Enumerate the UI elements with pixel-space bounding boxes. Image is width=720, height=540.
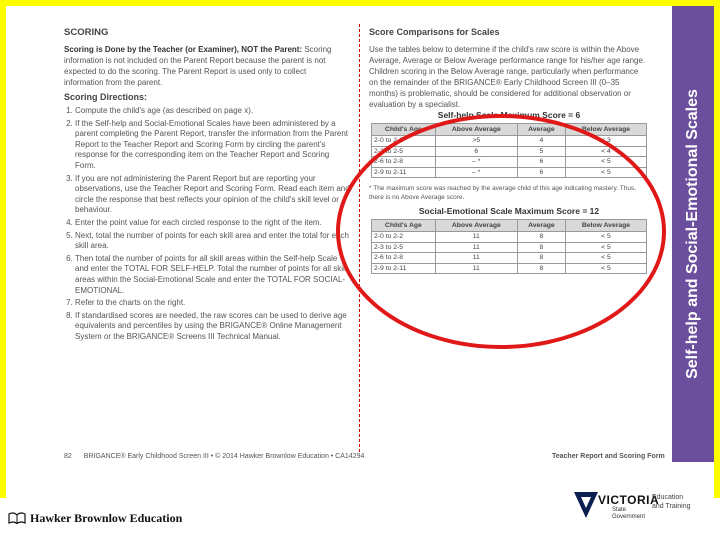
column-header: Below Average — [565, 220, 646, 232]
scoring-intro-bold: Scoring is Done by the Teacher (or Examiner), NOT the Parent: — [64, 45, 303, 54]
above-average-cell: >5 — [435, 136, 517, 147]
age-cell: 2-9 to 2-11 — [372, 263, 436, 274]
victoria-sub-line: State — [612, 507, 627, 513]
page-footer-left — [64, 453, 364, 460]
average-cell: 8 — [517, 263, 565, 274]
below-average-cell: < 5 — [565, 242, 646, 253]
below-average-cell: < 5 — [565, 167, 646, 178]
above-average-cell: 6 — [435, 146, 517, 157]
score-comparisons-heading: Score Comparisons for Scales — [369, 27, 500, 37]
footer-citation: BRIGANCE® Early Childhood Screen III • © 2014 Hawker Brownlow Education • CA14294 — [83, 453, 365, 460]
column-header: Child's Age — [372, 220, 436, 232]
age-cell: 2-6 to 2-8 — [372, 157, 436, 168]
age-cell: 2-6 to 2-8 — [372, 253, 436, 264]
side-tab-label: Self-help and Social-Emotional Scales — [684, 89, 701, 379]
above-average-cell: 11 — [435, 253, 517, 264]
average-cell: 8 — [517, 253, 565, 264]
department-line: Education — [652, 494, 684, 501]
direction-item: 4. Enter the point value for each circled response to the right of the item. — [75, 218, 351, 229]
average-cell: 5 — [517, 146, 565, 157]
above-average-cell: 11 — [435, 263, 517, 274]
publisher-logo-text: Hawker Brownlow Education — [30, 511, 183, 525]
self-help-table-title: Self-help Scale Maximum Score = 6 — [437, 110, 581, 120]
age-cell: 2-0 to 2-2 — [372, 232, 436, 243]
victoria-subtitle — [612, 507, 645, 521]
average-cell: 8 — [517, 232, 565, 243]
directions-list — [64, 106, 351, 344]
age-cell: 2-3 to 2-5 — [372, 146, 436, 157]
red-circle-annotation — [336, 114, 666, 349]
above-average-cell: 11 — [435, 232, 517, 243]
below-average-cell: < 5 — [565, 157, 646, 168]
column-header: Average — [517, 124, 565, 136]
above-average-cell: 11 — [435, 242, 517, 253]
below-average-cell: < 5 — [565, 232, 646, 243]
page-footer-right: Teacher Report and Scoring Form — [552, 453, 665, 460]
direction-item: 5. Next, total the number of points for each skill area and enter the total for each skill area. — [75, 231, 351, 252]
direction-item: 1. Compute the child's age (as described on page x). — [75, 106, 351, 117]
below-average-cell: < 5 — [565, 253, 646, 264]
scoring-intro-text: Scoring information is not included on the Parent Report because the parent is not expected to do the scoring. The Parent Report is used only to collect information from the parent. — [64, 45, 332, 87]
column-header: Average — [517, 220, 565, 232]
open-book-icon — [8, 512, 26, 524]
below-average-cell: < 4 — [565, 146, 646, 157]
direction-item: 3. If you are not administering the Parent Report but are reporting your observations, use the Teacher Report and Scoring Form. Read each item and circle the response that best reflects your opinion of the child's skill level or behaviour. — [75, 174, 351, 216]
average-cell: 8 — [517, 242, 565, 253]
direction-item: 6. Then total the number of points for all skill areas within the Self-help Scale and enter the TOTAL FOR SELF-HELP. Total the number of points for all skill areas within the Social-Emotional Scale and enter the TOTAL FOR SOCIAL-EMOTIONAL. — [75, 254, 351, 296]
average-cell: 6 — [517, 157, 565, 168]
column-header: Child's Age — [372, 124, 436, 136]
average-cell: 4 — [517, 136, 565, 147]
document-page — [6, 6, 714, 498]
victoria-logo-icon — [573, 491, 599, 519]
direction-item: 2. If the Self-help and Social-Emotional Scales have been administered by a parent completing the Parent Report, transfer the information from the Parent Report to the Teacher Report and Scoring Form by circling the parent's response for the corresponding item on the Teacher Report and Scoring Form. — [75, 119, 351, 172]
directions-title: Scoring Directions: — [64, 92, 148, 102]
below-average-cell: < 3 — [565, 136, 646, 147]
column-header: Below Average — [565, 124, 646, 136]
direction-item: 8. If standardised scores are needed, the raw scores can be used to derive age equivalents and percentiles by using the BRIGANCE® Online Management System or the BRIGANCE® Screens III Technical Manual. — [75, 311, 351, 343]
above-average-cell: – * — [435, 167, 517, 178]
above-average-cell: – * — [435, 157, 517, 168]
table-footnote: * The maximum score was reached by the average child of this age indicating mastery. Thus, there is no Above Average score. — [369, 185, 636, 201]
direction-item: 7. Refer to the charts on the right. — [75, 298, 351, 309]
victoria-sub-line: Government — [612, 514, 646, 520]
age-cell: 2-9 to 2-11 — [372, 167, 436, 178]
below-average-cell: < 5 — [565, 263, 646, 274]
scoring-intro — [64, 44, 340, 88]
column-header: Above Average — [435, 220, 517, 232]
social-emotional-table-title: Social-Emotional Scale Maximum Score = 12 — [418, 206, 600, 216]
department-name — [652, 493, 691, 511]
side-tab — [672, 6, 714, 462]
department-line: and Training — [652, 503, 691, 510]
scoring-heading: SCORING — [64, 27, 109, 38]
victoria-wordmark: VICTORIA — [598, 493, 660, 507]
age-cell: 2-3 to 2-5 — [372, 242, 436, 253]
page-number: 82 — [64, 453, 72, 460]
age-cell: 2-0 to 2-2 — [372, 136, 436, 147]
column-header: Above Average — [435, 124, 517, 136]
average-cell: 6 — [517, 167, 565, 178]
score-comparisons-intro: Use the tables below to determine if the child's raw score is within the Above Average, Average or Below Average performance range for his/her age range. Children scoring in the Below Average range, particularly when performance on the remainder of the BRIGANCE® Early Childhood Screen III (0–35 months) is problematic, should be considered for additional observation or evaluation by a specialist. — [369, 45, 646, 109]
